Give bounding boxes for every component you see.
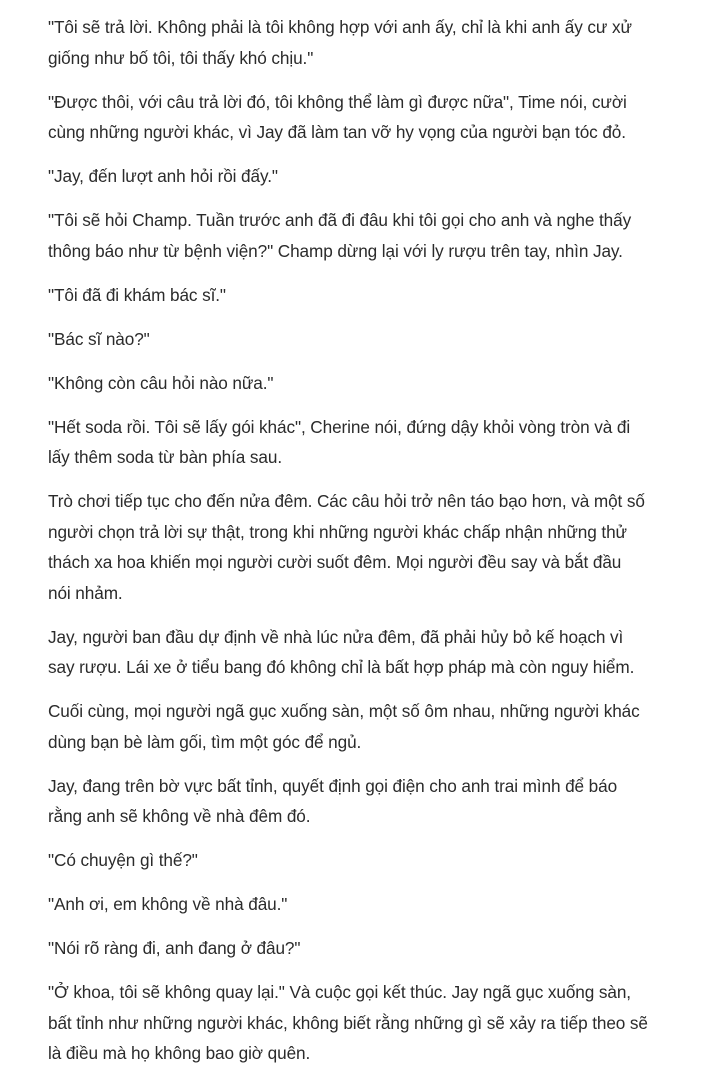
paragraph: "Không còn câu hỏi nào nữa." [48,372,274,393]
paragraph: Jay, đang trên bờ vực bất tỉnh, quyết định gọi điện cho anh trai mình để báo rằng anh sẽ không về nhà đêm đó. [48,775,618,826]
paragraph: "Ở khoa, tôi sẽ không quay lại." Và cuộc gọi kết thúc. Jay ngã gục xuống sàn, bất tỉnh như những người khác, không biết rằng những gì sẽ xảy ra tiếp theo sẽ là điều mà họ không bao giờ quên. [48,982,648,1063]
paragraph: "Jay, đến lượt anh hỏi rồi đấy." [48,166,278,186]
paragraph: "Có chuyện gì thế?" [48,850,198,870]
paragraph: "Tôi sẽ hỏi Champ. Tuần trước anh đã đi đâu khi tôi gọi cho anh và nghe thấy thông báo như từ bệnh viện?" Champ dừng lại với ly rượu trên tay, nhìn Jay. [48,210,632,261]
paragraph: "Bác sĩ nào?" [48,328,150,349]
paragraph: "Được thôi, với câu trả lời đó, tôi không thể làm gì được nữa", Time nói, cười cùng những người khác, vì Jay đã làm tan vỡ hy vọng của người bạn tóc đỏ. [48,91,627,142]
paragraph: "Tôi sẽ trả lời. Không phải là tôi không hợp với anh ấy, chỉ là khi anh ấy cư xử giống như bố tôi, tôi thấy khó chịu." [48,17,632,68]
paragraph: Cuối cùng, mọi người ngã gục xuống sàn, một số ôm nhau, những người khác dùng bạn bè làm gối, tìm một góc để ngủ. [48,701,640,752]
paragraph: "Tôi đã đi khám bác sĩ." [48,284,226,305]
paragraph: "Nói rõ ràng đi, anh đang ở đâu?" [48,938,301,958]
paragraph: "Anh ơi, em không về nhà đâu." [48,894,288,914]
paragraph: Jay, người ban đầu dự định về nhà lúc nửa đêm, đã phải hủy bỏ kế hoạch vì say rượu. Lái xe ở tiểu bang đó không chỉ là bất hợp pháp mà còn nguy hiểm. [48,626,635,677]
paragraph: Trò chơi tiếp tục cho đến nửa đêm. Các câu hỏi trở nên táo bạo hơn, và một số người chọn trả lời sự thật, trong khi những người khác chấp nhận những thử thách xa hoa khiến mọi người cười suốt đêm. Mọi người đều say và bắt đầu nói nhảm. [48,491,645,603]
paragraph: "Hết soda rồi. Tôi sẽ lấy gói khác", Cherine nói, đứng dậy khỏi vòng tròn và đi lấy thêm soda từ bàn phía sau. [48,416,631,467]
